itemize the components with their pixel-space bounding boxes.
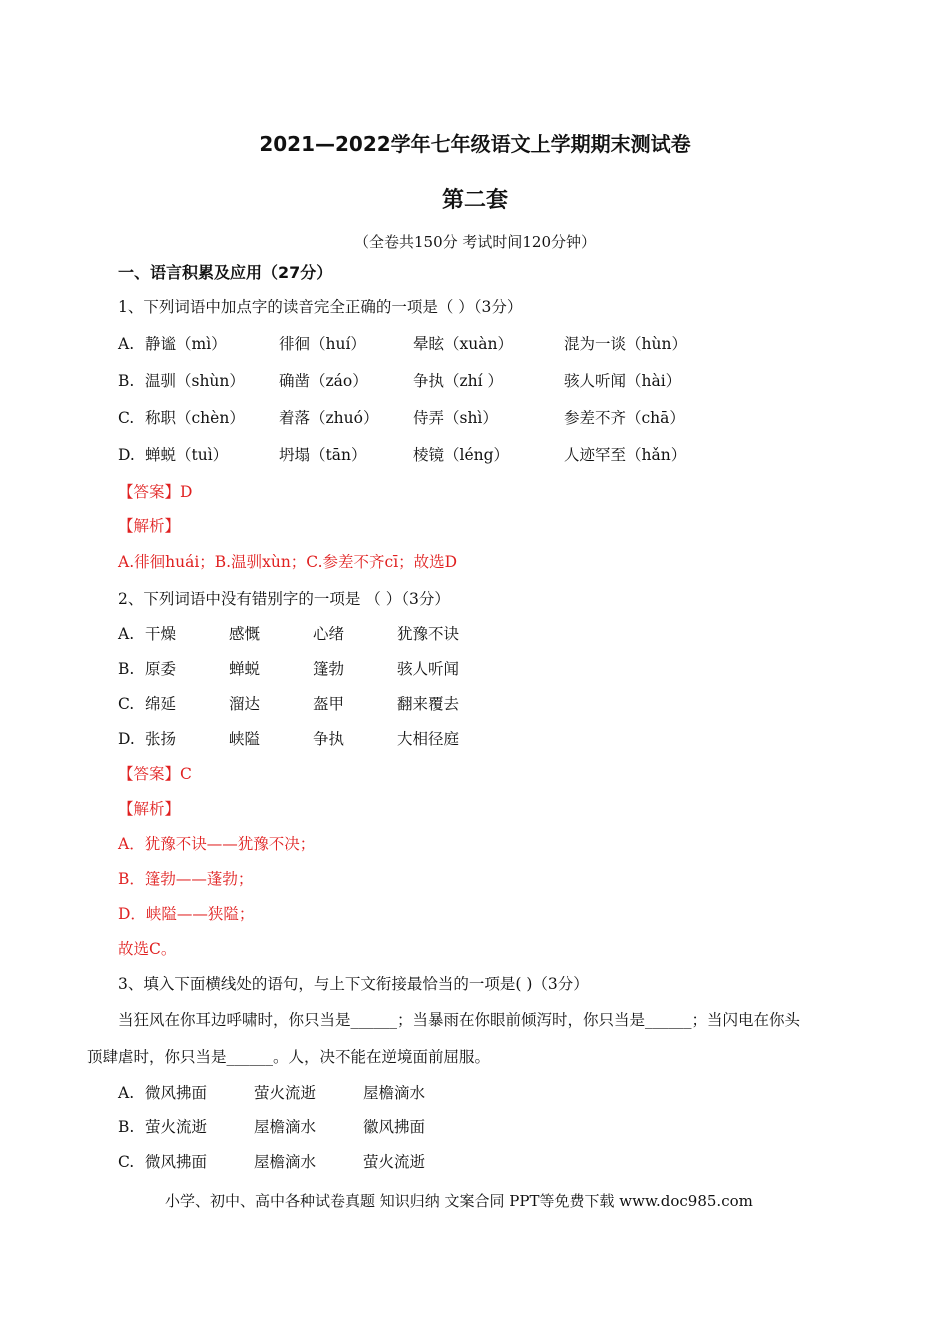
option-term: 感慨 bbox=[229, 625, 261, 643]
option-term: 混为一谈（hùn） bbox=[564, 335, 687, 353]
option-letter: A. bbox=[118, 625, 135, 643]
question-3-stem: 3、填入下面横线处的语句，与上下文衔接最恰当的一项是( )（3分） bbox=[118, 975, 589, 993]
option-letter: C. bbox=[118, 1153, 135, 1171]
option-term: 坍塌（tān） bbox=[279, 446, 367, 464]
analysis-line: D．峡隘——狭隘； bbox=[118, 905, 255, 923]
option-term: 确凿（záo） bbox=[279, 372, 368, 390]
option-term: 争执 bbox=[313, 730, 345, 748]
option-term: 大相径庭 bbox=[397, 730, 460, 748]
section-heading: 一、语言积累及应用（27分） bbox=[118, 263, 333, 282]
option-term: 蝉蜕 bbox=[229, 660, 261, 678]
answer-2 bbox=[118, 763, 192, 785]
exam-meta: （全卷共150分 考试时间120分钟） bbox=[353, 233, 597, 251]
analysis-line: A．犹豫不诀——犹豫不决； bbox=[118, 835, 316, 853]
analysis-line: 故选C。 bbox=[118, 940, 177, 958]
document-title: 2021—2022学年七年级语文上学期期末测试卷 bbox=[259, 132, 691, 156]
option-term: 犹豫不诀 bbox=[397, 625, 460, 643]
option-term: 盔甲 bbox=[313, 695, 345, 713]
question-2-stem: 2、下列词语中没有错别字的一项是 （ ）（3分） bbox=[118, 590, 450, 608]
option-term: 骇人听闻（hài） bbox=[564, 372, 682, 390]
question-3-passage-line: 顶肆虐时，你只当是______。人，决不能在逆境面前屈服。 bbox=[87, 1048, 491, 1066]
option-term: 张扬 bbox=[145, 730, 177, 748]
option-letter: A. bbox=[118, 1084, 135, 1102]
option-term: 屋檐滴水 bbox=[254, 1153, 317, 1171]
option-term: 屋檐滴水 bbox=[254, 1118, 317, 1136]
answer-1 bbox=[118, 481, 192, 503]
page-footer: 小学、初中、高中各种试卷真题 知识归纳 文案合同 PPT等免费下载 www.doc985.com bbox=[165, 1192, 753, 1210]
option-term: 屋檐滴水 bbox=[363, 1084, 426, 1102]
option-term: 温驯（shùn） bbox=[145, 372, 245, 390]
option-term: 徘徊（huí） bbox=[279, 335, 366, 353]
option-term: 篷勃 bbox=[313, 660, 345, 678]
option-term: 骇人听闻 bbox=[397, 660, 460, 678]
question-1-stem: 1、下列词语中加点字的读音完全正确的一项是（ ）（3分） bbox=[118, 298, 523, 316]
option-term: 萤火流逝 bbox=[254, 1084, 317, 1102]
option-term: 称职（chèn） bbox=[145, 409, 245, 427]
option-letter: B. bbox=[118, 660, 135, 678]
option-term: 静谧（mì） bbox=[145, 335, 227, 353]
option-term: 萤火流逝 bbox=[145, 1118, 208, 1136]
answer-value: C bbox=[180, 765, 192, 783]
option-letter: A. bbox=[118, 335, 135, 353]
question-3-passage-line: 当狂风在你耳边呼啸时，你只当是______；当暴雨在你眼前倾泻时，你只当是______；当闪电在你头 bbox=[118, 1011, 801, 1029]
answer-label: 【答案】 bbox=[118, 483, 181, 501]
option-term: 绵延 bbox=[145, 695, 177, 713]
document-subtitle: 第二套 bbox=[441, 188, 508, 213]
answer-value: D bbox=[180, 483, 193, 501]
option-term: 蝉蜕（tuì） bbox=[145, 446, 229, 464]
option-term: 微风拂面 bbox=[145, 1084, 208, 1102]
option-term: 微风拂面 bbox=[145, 1153, 208, 1171]
option-term: 溜达 bbox=[229, 695, 261, 713]
option-term: 着落（zhuó） bbox=[279, 409, 379, 427]
option-letter: C. bbox=[118, 409, 135, 427]
option-letter: B. bbox=[118, 372, 135, 390]
analysis-line: B．篷勃——蓬勃； bbox=[118, 870, 254, 888]
option-term: 人迹罕至（hǎn） bbox=[564, 446, 687, 464]
option-term: 晕眩（xuàn） bbox=[413, 335, 513, 353]
analysis-label: 【解析】 bbox=[118, 517, 181, 535]
option-term: 心绪 bbox=[313, 625, 345, 643]
option-letter: D. bbox=[118, 446, 135, 464]
option-term: 侍弄（shì） bbox=[413, 409, 498, 427]
answer-label: 【答案】 bbox=[118, 765, 181, 783]
option-term: 参差不齐（chā） bbox=[564, 409, 685, 427]
option-term: 棱镜（léng） bbox=[413, 446, 510, 464]
option-letter: C. bbox=[118, 695, 135, 713]
option-letter: B. bbox=[118, 1118, 135, 1136]
option-term: 萤火流逝 bbox=[363, 1153, 426, 1171]
option-term: 徽风拂面 bbox=[363, 1118, 426, 1136]
analysis-1: A.徘徊huái；B.温驯xùn；C.参差不齐cī；故选D bbox=[118, 553, 458, 571]
option-term: 原委 bbox=[145, 660, 177, 678]
option-term: 干燥 bbox=[145, 625, 177, 643]
option-term: 翻来覆去 bbox=[397, 695, 460, 713]
option-term: 峡隘 bbox=[229, 730, 261, 748]
option-term: 争执（zhí ） bbox=[413, 372, 504, 390]
analysis-label: 【解析】 bbox=[118, 800, 181, 818]
option-letter: D. bbox=[118, 730, 135, 748]
